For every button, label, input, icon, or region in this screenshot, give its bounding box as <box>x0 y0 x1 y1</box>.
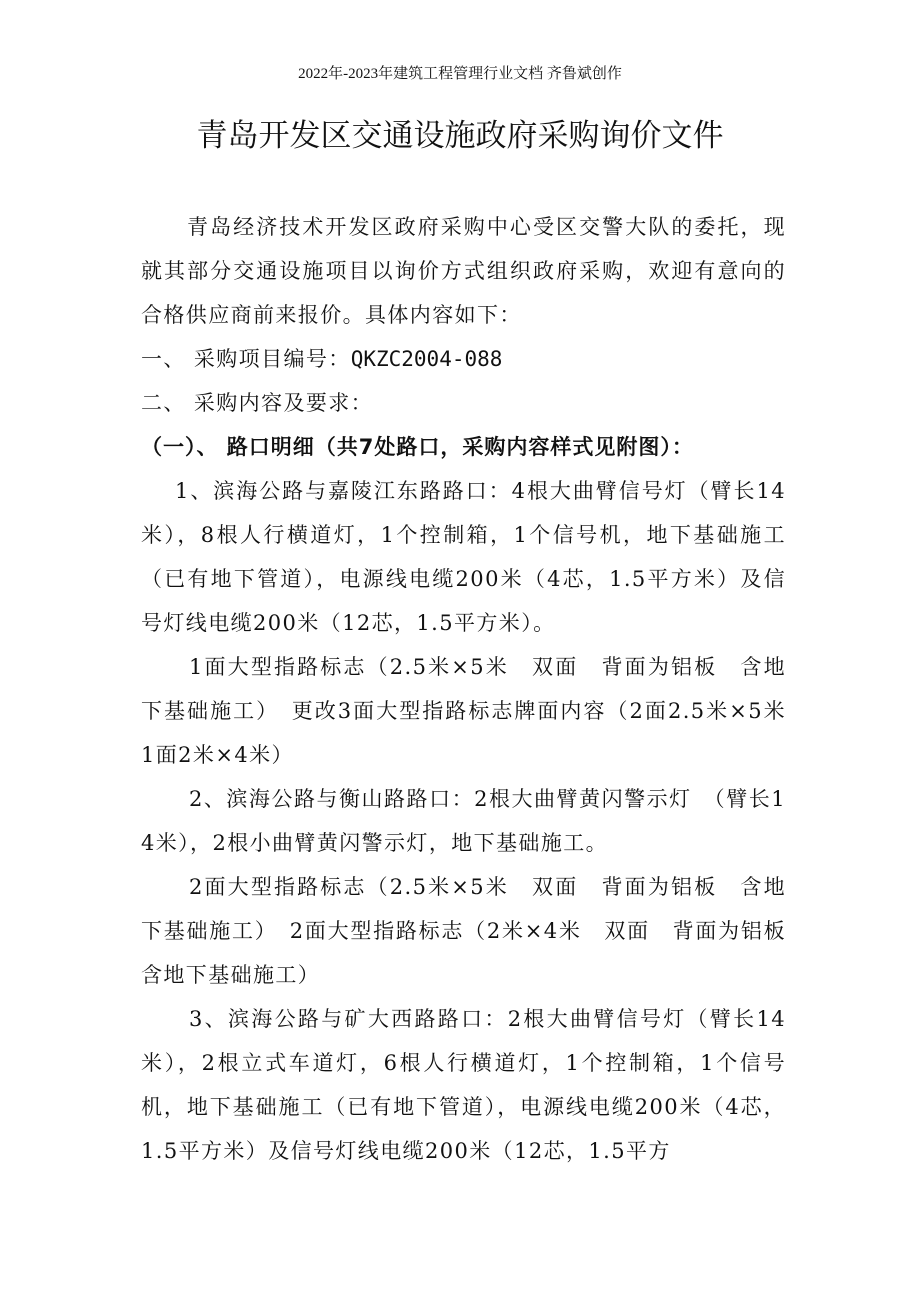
intersection-details-heading: （一）、 路口明细（共7处路口，采购内容样式见附图）： <box>141 435 694 459</box>
intersection-1-paragraph: 1、滨海公路与嘉陵江东路路口：4根大曲臂信号灯（臂长14米），8根人行横道灯，1个控制箱，1个信号机，地下基础施工（已有地下管道），电源线电缆200米（4芯，1.5平方米）及信号灯线电缆200米（12芯，1.5平方米）。 <box>141 479 786 635</box>
intersection-2-signs-paragraph: 2面大型指路标志（2.5米×5米 双面 背面为铝板 含地下基础施工） 2面大型指路标志（2米×4米 双面 背面为铝板 含地下基础施工） <box>141 875 809 987</box>
intersection-1-signs-paragraph: 1面大型指路标志（2.5米×5米 双面 背面为铝板 含地下基础施工） 更改3面大型指路标志牌面内容（2面2.5米×5米 1面2米×4米） <box>141 655 809 767</box>
document-body <box>141 205 809 1173</box>
intersection-3-paragraph: 3、滨海公路与矿大西路路口：2根大曲臂信号灯（臂长14米），2根立式车道灯，6根人行横道灯，1个控制箱，1个信号机，地下基础施工（已有地下管道），电源线电缆200米（4芯，1.5平方米）及信号灯线电缆200米（12芯，1.5平方 <box>141 1007 786 1163</box>
document-title: 青岛开发区交通设施政府采购询价文件 <box>196 118 724 154</box>
page-header: 2022年-2023年建筑工程管理行业文档 齐鲁斌创作 <box>298 66 622 82</box>
procurement-number-code: QKZC2004-088 <box>350 347 503 371</box>
intersection-2-paragraph: 2、滨海公路与衡山路路口：2根大曲臂黄闪警示灯 （臂长14米），2根小曲臂黄闪警示灯，地下基础施工。 <box>141 787 786 855</box>
procurement-number-label: 一、 采购项目编号： <box>141 347 351 371</box>
procurement-number-line <box>141 337 786 381</box>
intro-paragraph: 青岛经济技术开发区政府采购中心受区交警大队的委托，现就其部分交通设施项目以询价方式组织政府采购，欢迎有意向的合格供应商前来报价。具体内容如下： <box>141 215 786 327</box>
procurement-content-heading: 二、 采购内容及要求： <box>141 391 374 415</box>
